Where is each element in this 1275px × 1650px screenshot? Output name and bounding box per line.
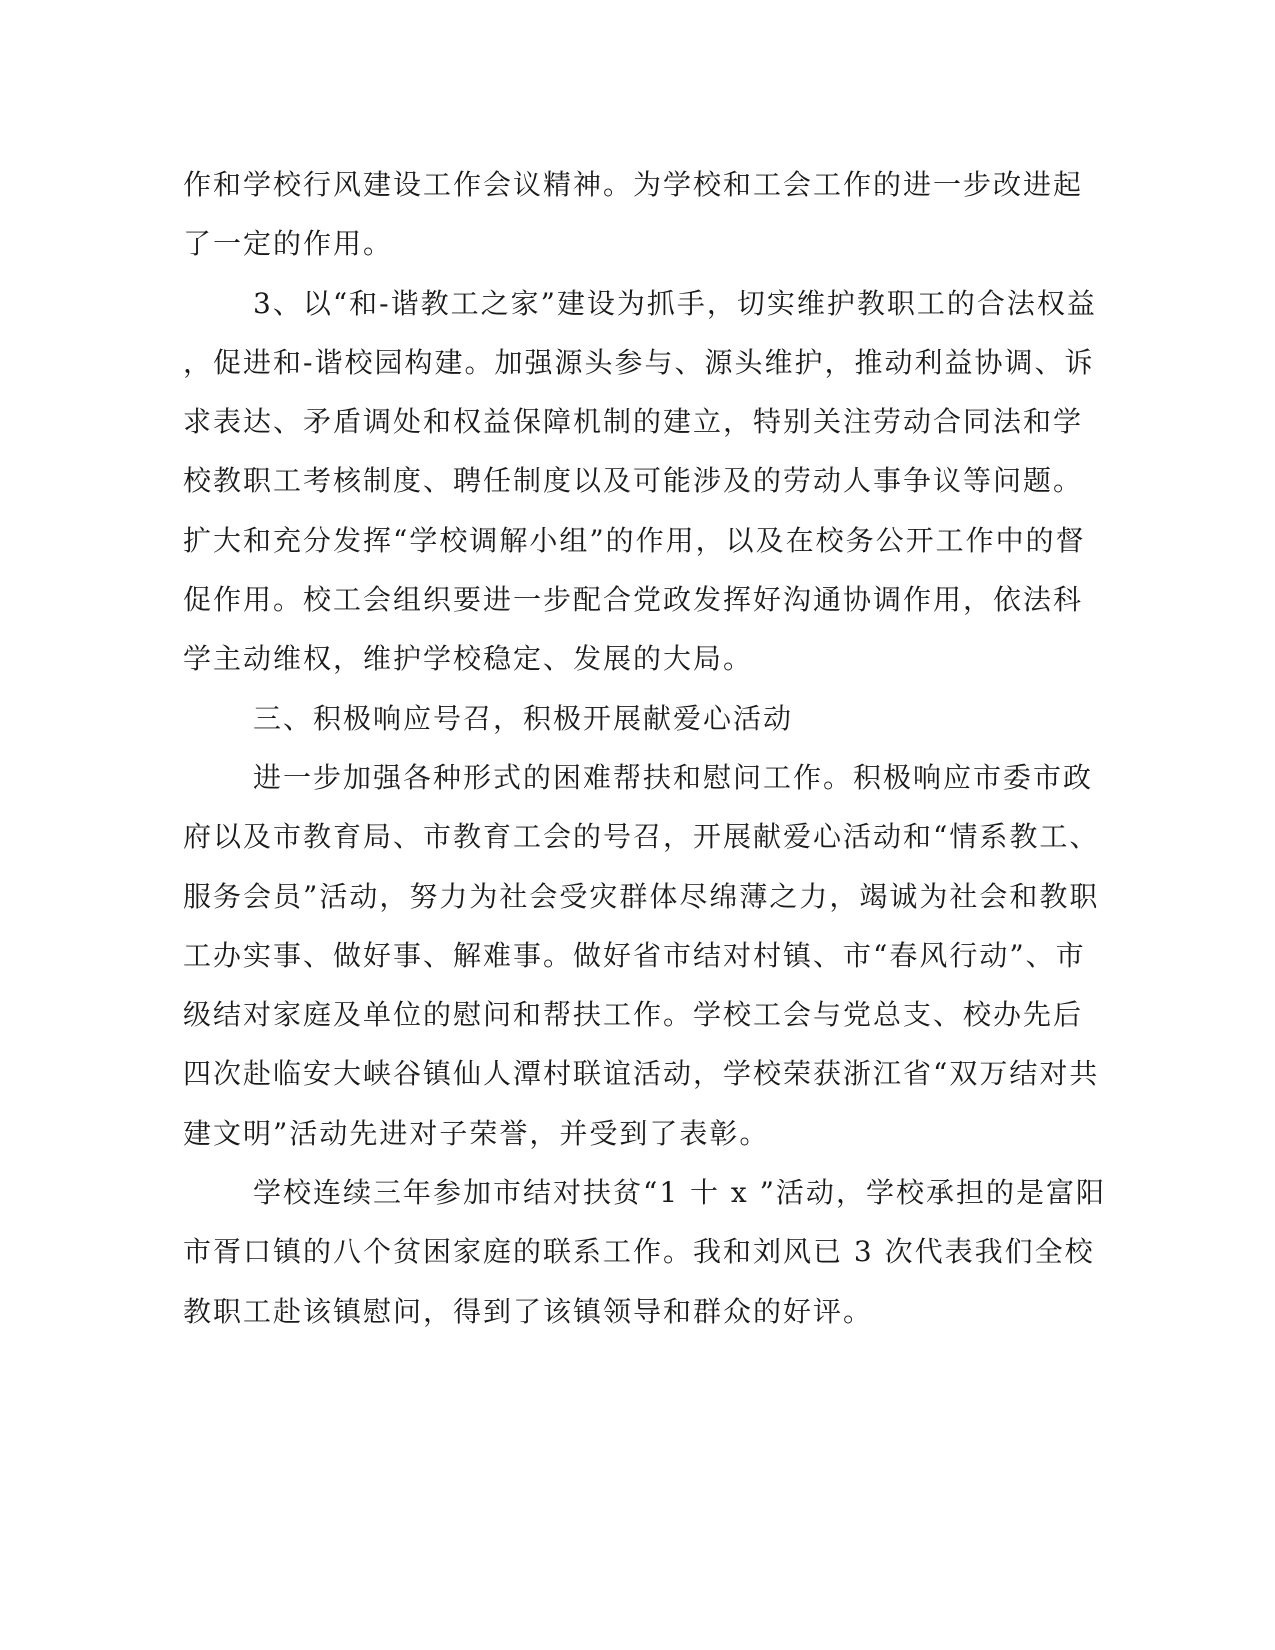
section-heading-3: [183, 689, 1033, 748]
text-line: 四次赴临安大峡谷镇仙人潭村联谊活动，学校荣获浙江省“双万结对共: [183, 1057, 1100, 1091]
text-line: 建文明”活动先进对子荣誉，并受到了表彰。: [183, 1116, 770, 1150]
text-line: 扩大和充分发挥“学校调解小组”的作用，以及在校务公开工作中的督: [183, 523, 1086, 557]
text-line: 促作用。校工会组织要进一步配合党政发挥好沟通协调作用，依法科: [183, 583, 1084, 617]
text-line: 学主动维权，维护学校稳定、发展的大局。: [183, 642, 754, 676]
text-line: ，促进和-谐校园构建。加强源头参与、源头维护，推动利益协调、诉: [183, 345, 1095, 379]
text-line: 府以及市教育局、市教育工会的号召，开展献爱心活动和“情系教工、: [183, 820, 1100, 854]
para-item-3: [183, 274, 1097, 689]
document-body: [183, 155, 1106, 1341]
text-line: 教职工赴该镇慰问，得到了该镇领导和群众的好评。: [183, 1294, 874, 1328]
text-line: 市胥口镇的八个贫困家庭的联系工作。我和刘风已 3 次代表我们全校: [183, 1235, 1095, 1269]
text-line: 学校连续三年参加市结对扶贫“1 十 x ”活动，学校承担的是富阳: [253, 1176, 1106, 1210]
para-poverty-relief: [183, 1163, 1106, 1341]
text-line: 进一步加强各种形式的困难帮扶和慰问工作。积极响应市委市政: [253, 760, 1094, 794]
text-line: 求表达、矛盾调处和权益保障机制的建立，特别关注劳动合同法和学: [183, 405, 1084, 439]
text-line: 级结对家庭及单位的慰问和帮扶工作。学校工会与党总支、校办先后: [183, 998, 1084, 1032]
text-line: 三、积极响应号召，积极开展献爱心活动: [253, 701, 794, 735]
text-line: 了一定的作用。: [183, 227, 394, 261]
para-continuation: [183, 155, 1084, 274]
para-charity: [183, 748, 1100, 1163]
text-line: 作和学校行风建设工作会议精神。为学校和工会工作的进一步改进起: [183, 168, 1084, 201]
text-line: 3、以“和-谐教工之家”建设为抓手，切实维护教职工的合法权益: [253, 286, 1097, 320]
text-line: 服务会员”活动，努力为社会受灾群体尽绵薄之力，竭诚为社会和教职: [183, 879, 1100, 913]
text-line: 校教职工考核制度、聘任制度以及可能涉及的劳动人事争议等问题。: [183, 464, 1084, 498]
text-line: 工办实事、做好事、解难事。做好省市结对村镇、市“春风行动”、市: [183, 938, 1086, 972]
